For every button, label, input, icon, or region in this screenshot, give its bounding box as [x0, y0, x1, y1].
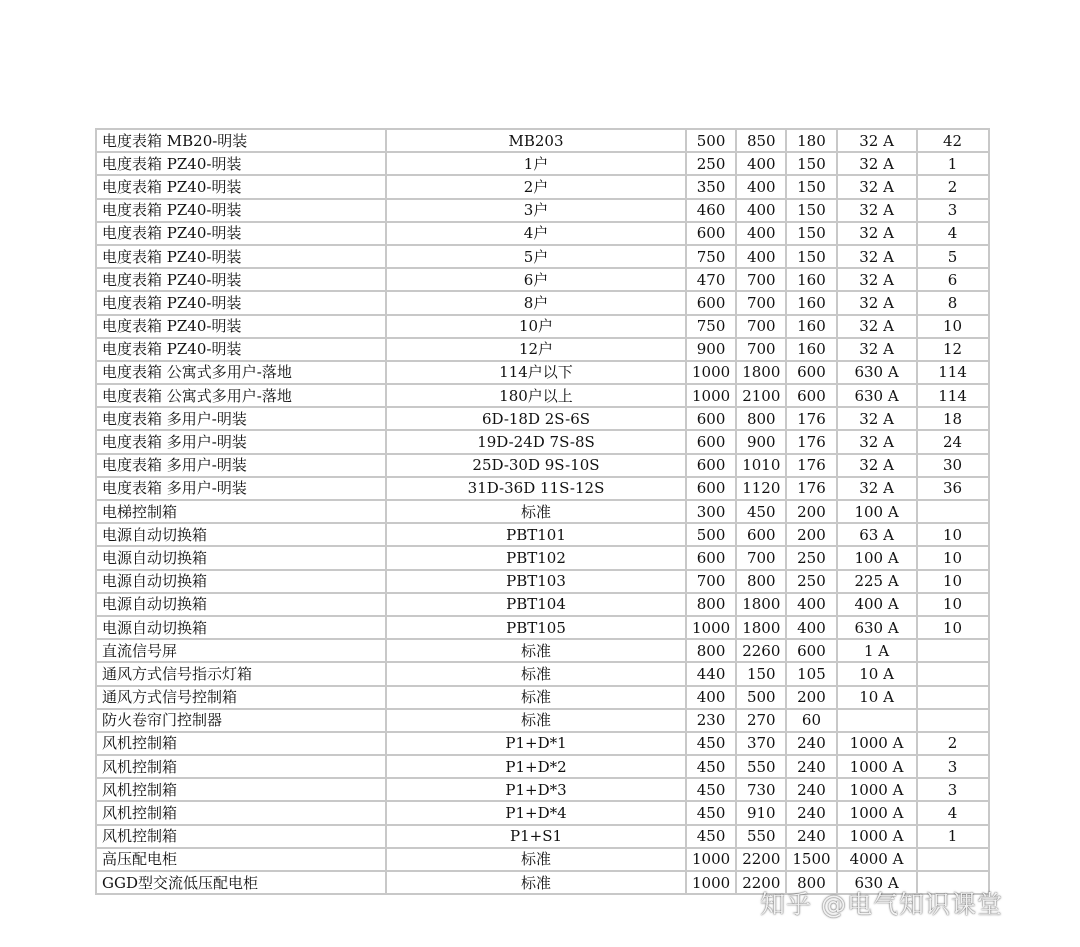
current-rating-cell: 32 A [837, 268, 917, 291]
quantity-cell: 36 [917, 477, 989, 500]
width-cell: 800 [686, 593, 736, 616]
table-row [96, 291, 989, 314]
table-row [96, 801, 989, 824]
height-cell: 700 [736, 315, 786, 338]
model-cell: PBT105 [386, 616, 686, 639]
table-row [96, 755, 989, 778]
depth-cell: 160 [786, 338, 836, 361]
depth-cell: 160 [786, 291, 836, 314]
table-row [96, 315, 989, 338]
height-cell: 700 [736, 291, 786, 314]
height-cell: 1010 [736, 454, 786, 477]
depth-cell: 176 [786, 407, 836, 430]
equipment-name-cell: 通风方式信号控制箱 [96, 686, 386, 709]
equipment-name-cell: 电度表箱 PZ40-明装 [96, 245, 386, 268]
quantity-cell [917, 662, 989, 685]
width-cell: 600 [686, 430, 736, 453]
quantity-cell: 10 [917, 593, 989, 616]
equipment-name-cell: 电源自动切换箱 [96, 593, 386, 616]
height-cell: 910 [736, 801, 786, 824]
quantity-cell: 12 [917, 338, 989, 361]
current-rating-cell: 32 A [837, 129, 917, 152]
height-cell: 600 [736, 523, 786, 546]
table-row [96, 361, 989, 384]
depth-cell: 150 [786, 152, 836, 175]
table-row [96, 825, 989, 848]
width-cell: 440 [686, 662, 736, 685]
model-cell: MB203 [386, 129, 686, 152]
model-cell: 1户 [386, 152, 686, 175]
depth-cell: 176 [786, 454, 836, 477]
equipment-name-cell: 高压配电柜 [96, 848, 386, 871]
current-rating-cell: 630 A [837, 616, 917, 639]
table-row [96, 546, 989, 569]
depth-cell: 240 [786, 825, 836, 848]
current-rating-cell: 630 A [837, 384, 917, 407]
table-body [96, 129, 989, 894]
depth-cell: 240 [786, 755, 836, 778]
width-cell: 300 [686, 500, 736, 523]
current-rating-cell: 32 A [837, 477, 917, 500]
current-rating-cell: 1000 A [837, 732, 917, 755]
depth-cell: 400 [786, 593, 836, 616]
current-rating-cell: 630 A [837, 871, 917, 894]
equipment-name-cell: 电度表箱 多用户-明装 [96, 430, 386, 453]
model-cell: 3户 [386, 199, 686, 222]
equipment-name-cell: 电度表箱 PZ40-明装 [96, 268, 386, 291]
equipment-name-cell: 风机控制箱 [96, 755, 386, 778]
depth-cell: 176 [786, 430, 836, 453]
equipment-name-cell: 电度表箱 PZ40-明装 [96, 199, 386, 222]
depth-cell: 600 [786, 384, 836, 407]
current-rating-cell [837, 709, 917, 732]
table-row [96, 338, 989, 361]
depth-cell: 160 [786, 315, 836, 338]
equipment-name-cell: 电度表箱 MB20-明装 [96, 129, 386, 152]
depth-cell: 150 [786, 199, 836, 222]
current-rating-cell: 32 A [837, 407, 917, 430]
quantity-cell: 3 [917, 778, 989, 801]
equipment-name-cell: 电源自动切换箱 [96, 570, 386, 593]
equipment-name-cell: 电源自动切换箱 [96, 523, 386, 546]
model-cell: 6户 [386, 268, 686, 291]
equipment-name-cell: 电度表箱 多用户-明装 [96, 454, 386, 477]
quantity-cell [917, 639, 989, 662]
width-cell: 1000 [686, 871, 736, 894]
width-cell: 450 [686, 801, 736, 824]
depth-cell: 180 [786, 129, 836, 152]
table-row [96, 639, 989, 662]
quantity-cell: 4 [917, 222, 989, 245]
height-cell: 800 [736, 570, 786, 593]
quantity-cell: 10 [917, 570, 989, 593]
height-cell: 800 [736, 407, 786, 430]
depth-cell: 150 [786, 175, 836, 198]
width-cell: 500 [686, 523, 736, 546]
model-cell: P1+D*2 [386, 755, 686, 778]
height-cell: 500 [736, 686, 786, 709]
height-cell: 900 [736, 430, 786, 453]
equipment-name-cell: 电度表箱 PZ40-明装 [96, 152, 386, 175]
current-rating-cell: 32 A [837, 454, 917, 477]
table-row [96, 152, 989, 175]
quantity-cell: 3 [917, 755, 989, 778]
quantity-cell: 1 [917, 825, 989, 848]
height-cell: 370 [736, 732, 786, 755]
model-cell: P1+D*3 [386, 778, 686, 801]
quantity-cell: 24 [917, 430, 989, 453]
depth-cell: 240 [786, 732, 836, 755]
current-rating-cell: 10 A [837, 662, 917, 685]
model-cell: 180户以上 [386, 384, 686, 407]
model-cell: PBT103 [386, 570, 686, 593]
table-row [96, 709, 989, 732]
height-cell: 1800 [736, 361, 786, 384]
depth-cell: 150 [786, 222, 836, 245]
model-cell: 标准 [386, 848, 686, 871]
equipment-name-cell: 直流信号屏 [96, 639, 386, 662]
width-cell: 450 [686, 778, 736, 801]
height-cell: 550 [736, 825, 786, 848]
equipment-name-cell: 电度表箱 多用户-明装 [96, 407, 386, 430]
depth-cell: 250 [786, 546, 836, 569]
table-row [96, 500, 989, 523]
depth-cell: 800 [786, 871, 836, 894]
width-cell: 500 [686, 129, 736, 152]
model-cell: 5户 [386, 245, 686, 268]
width-cell: 350 [686, 175, 736, 198]
depth-cell: 400 [786, 616, 836, 639]
quantity-cell: 30 [917, 454, 989, 477]
height-cell: 850 [736, 129, 786, 152]
current-rating-cell: 400 A [837, 593, 917, 616]
equipment-name-cell: 电度表箱 PZ40-明装 [96, 338, 386, 361]
depth-cell: 176 [786, 477, 836, 500]
quantity-cell: 1 [917, 152, 989, 175]
height-cell: 450 [736, 500, 786, 523]
equipment-name-cell: 通风方式信号指示灯箱 [96, 662, 386, 685]
current-rating-cell: 10 A [837, 686, 917, 709]
width-cell: 460 [686, 199, 736, 222]
current-rating-cell: 100 A [837, 500, 917, 523]
equipment-name-cell: 电度表箱 PZ40-明装 [96, 222, 386, 245]
quantity-cell: 42 [917, 129, 989, 152]
model-cell: 标准 [386, 639, 686, 662]
equipment-name-cell: 电梯控制箱 [96, 500, 386, 523]
depth-cell: 150 [786, 245, 836, 268]
model-cell: 标准 [386, 662, 686, 685]
width-cell: 800 [686, 639, 736, 662]
width-cell: 750 [686, 245, 736, 268]
width-cell: 230 [686, 709, 736, 732]
model-cell: 8户 [386, 291, 686, 314]
quantity-cell [917, 709, 989, 732]
equipment-name-cell: 电源自动切换箱 [96, 616, 386, 639]
width-cell: 1000 [686, 361, 736, 384]
depth-cell: 250 [786, 570, 836, 593]
width-cell: 1000 [686, 384, 736, 407]
current-rating-cell: 32 A [837, 430, 917, 453]
quantity-cell: 2 [917, 732, 989, 755]
depth-cell: 160 [786, 268, 836, 291]
quantity-cell: 5 [917, 245, 989, 268]
equipment-name-cell: 电度表箱 PZ40-明装 [96, 175, 386, 198]
width-cell: 750 [686, 315, 736, 338]
width-cell: 600 [686, 454, 736, 477]
current-rating-cell: 32 A [837, 245, 917, 268]
table-row [96, 686, 989, 709]
width-cell: 600 [686, 407, 736, 430]
current-rating-cell: 32 A [837, 152, 917, 175]
equipment-name-cell: 电度表箱 PZ40-明装 [96, 315, 386, 338]
equipment-name-cell: 电度表箱 PZ40-明装 [96, 291, 386, 314]
height-cell: 400 [736, 175, 786, 198]
height-cell: 730 [736, 778, 786, 801]
current-rating-cell: 630 A [837, 361, 917, 384]
current-rating-cell: 63 A [837, 523, 917, 546]
width-cell: 450 [686, 755, 736, 778]
current-rating-cell: 1000 A [837, 825, 917, 848]
width-cell: 1000 [686, 616, 736, 639]
equipment-name-cell: 电度表箱 公寓式多用户-落地 [96, 384, 386, 407]
equipment-name-cell: 风机控制箱 [96, 801, 386, 824]
table-row [96, 848, 989, 871]
table-row [96, 732, 989, 755]
model-cell: 31D-36D 11S-12S [386, 477, 686, 500]
equipment-spec-table [95, 128, 990, 895]
model-cell: 标准 [386, 686, 686, 709]
current-rating-cell: 1 A [837, 639, 917, 662]
table-row [96, 570, 989, 593]
equipment-name-cell: GGD型交流低压配电柜 [96, 871, 386, 894]
current-rating-cell: 32 A [837, 175, 917, 198]
height-cell: 150 [736, 662, 786, 685]
height-cell: 700 [736, 546, 786, 569]
model-cell: 标准 [386, 709, 686, 732]
width-cell: 600 [686, 291, 736, 314]
current-rating-cell: 4000 A [837, 848, 917, 871]
equipment-name-cell: 防火卷帘门控制器 [96, 709, 386, 732]
model-cell: 标准 [386, 500, 686, 523]
table-row [96, 407, 989, 430]
quantity-cell [917, 686, 989, 709]
table-row [96, 662, 989, 685]
quantity-cell [917, 500, 989, 523]
table-row [96, 245, 989, 268]
current-rating-cell: 32 A [837, 222, 917, 245]
current-rating-cell: 32 A [837, 338, 917, 361]
model-cell: PBT102 [386, 546, 686, 569]
depth-cell: 200 [786, 500, 836, 523]
width-cell: 470 [686, 268, 736, 291]
equipment-name-cell: 电度表箱 公寓式多用户-落地 [96, 361, 386, 384]
table-row [96, 523, 989, 546]
model-cell: 标准 [386, 871, 686, 894]
depth-cell: 200 [786, 686, 836, 709]
height-cell: 400 [736, 152, 786, 175]
table-row [96, 268, 989, 291]
table-row [96, 222, 989, 245]
height-cell: 2200 [736, 871, 786, 894]
current-rating-cell: 1000 A [837, 778, 917, 801]
width-cell: 400 [686, 686, 736, 709]
quantity-cell [917, 848, 989, 871]
width-cell: 450 [686, 825, 736, 848]
model-cell: 6D-18D 2S-6S [386, 407, 686, 430]
current-rating-cell: 1000 A [837, 801, 917, 824]
equipment-name-cell: 风机控制箱 [96, 825, 386, 848]
width-cell: 450 [686, 732, 736, 755]
model-cell: 4户 [386, 222, 686, 245]
quantity-cell: 10 [917, 523, 989, 546]
table-row [96, 199, 989, 222]
quantity-cell: 3 [917, 199, 989, 222]
quantity-cell: 10 [917, 616, 989, 639]
model-cell: 114户以下 [386, 361, 686, 384]
quantity-cell: 2 [917, 175, 989, 198]
table-row [96, 616, 989, 639]
height-cell: 400 [736, 245, 786, 268]
width-cell: 600 [686, 477, 736, 500]
width-cell: 1000 [686, 848, 736, 871]
equipment-name-cell: 电源自动切换箱 [96, 546, 386, 569]
current-rating-cell: 1000 A [837, 755, 917, 778]
quantity-cell: 114 [917, 361, 989, 384]
depth-cell: 1500 [786, 848, 836, 871]
watermark: 知乎 @电气知识课堂 [760, 890, 1003, 919]
height-cell: 1800 [736, 593, 786, 616]
height-cell: 700 [736, 268, 786, 291]
model-cell: PBT104 [386, 593, 686, 616]
table-row [96, 430, 989, 453]
table-row [96, 384, 989, 407]
depth-cell: 60 [786, 709, 836, 732]
height-cell: 550 [736, 755, 786, 778]
depth-cell: 240 [786, 801, 836, 824]
width-cell: 600 [686, 546, 736, 569]
equipment-name-cell: 风机控制箱 [96, 778, 386, 801]
height-cell: 270 [736, 709, 786, 732]
height-cell: 2260 [736, 639, 786, 662]
height-cell: 400 [736, 199, 786, 222]
model-cell: P1+S1 [386, 825, 686, 848]
depth-cell: 600 [786, 361, 836, 384]
model-cell: P1+D*1 [386, 732, 686, 755]
current-rating-cell: 225 A [837, 570, 917, 593]
current-rating-cell: 100 A [837, 546, 917, 569]
quantity-cell: 8 [917, 291, 989, 314]
quantity-cell: 10 [917, 315, 989, 338]
equipment-name-cell: 风机控制箱 [96, 732, 386, 755]
current-rating-cell: 32 A [837, 199, 917, 222]
table-row [96, 454, 989, 477]
model-cell: 2户 [386, 175, 686, 198]
height-cell: 2200 [736, 848, 786, 871]
quantity-cell: 4 [917, 801, 989, 824]
table-row [96, 593, 989, 616]
current-rating-cell: 32 A [837, 315, 917, 338]
height-cell: 700 [736, 338, 786, 361]
table-row [96, 477, 989, 500]
depth-cell: 240 [786, 778, 836, 801]
width-cell: 250 [686, 152, 736, 175]
width-cell: 900 [686, 338, 736, 361]
table-row [96, 129, 989, 152]
depth-cell: 600 [786, 639, 836, 662]
height-cell: 400 [736, 222, 786, 245]
model-cell: 25D-30D 9S-10S [386, 454, 686, 477]
quantity-cell: 10 [917, 546, 989, 569]
model-cell: P1+D*4 [386, 801, 686, 824]
model-cell: 10户 [386, 315, 686, 338]
quantity-cell: 114 [917, 384, 989, 407]
depth-cell: 200 [786, 523, 836, 546]
width-cell: 700 [686, 570, 736, 593]
model-cell: PBT101 [386, 523, 686, 546]
equipment-name-cell: 电度表箱 多用户-明装 [96, 477, 386, 500]
depth-cell: 105 [786, 662, 836, 685]
model-cell: 12户 [386, 338, 686, 361]
width-cell: 600 [686, 222, 736, 245]
table-row [96, 778, 989, 801]
height-cell: 2100 [736, 384, 786, 407]
height-cell: 1800 [736, 616, 786, 639]
current-rating-cell: 32 A [837, 291, 917, 314]
table-row [96, 175, 989, 198]
quantity-cell: 18 [917, 407, 989, 430]
height-cell: 1120 [736, 477, 786, 500]
model-cell: 19D-24D 7S-8S [386, 430, 686, 453]
quantity-cell: 6 [917, 268, 989, 291]
